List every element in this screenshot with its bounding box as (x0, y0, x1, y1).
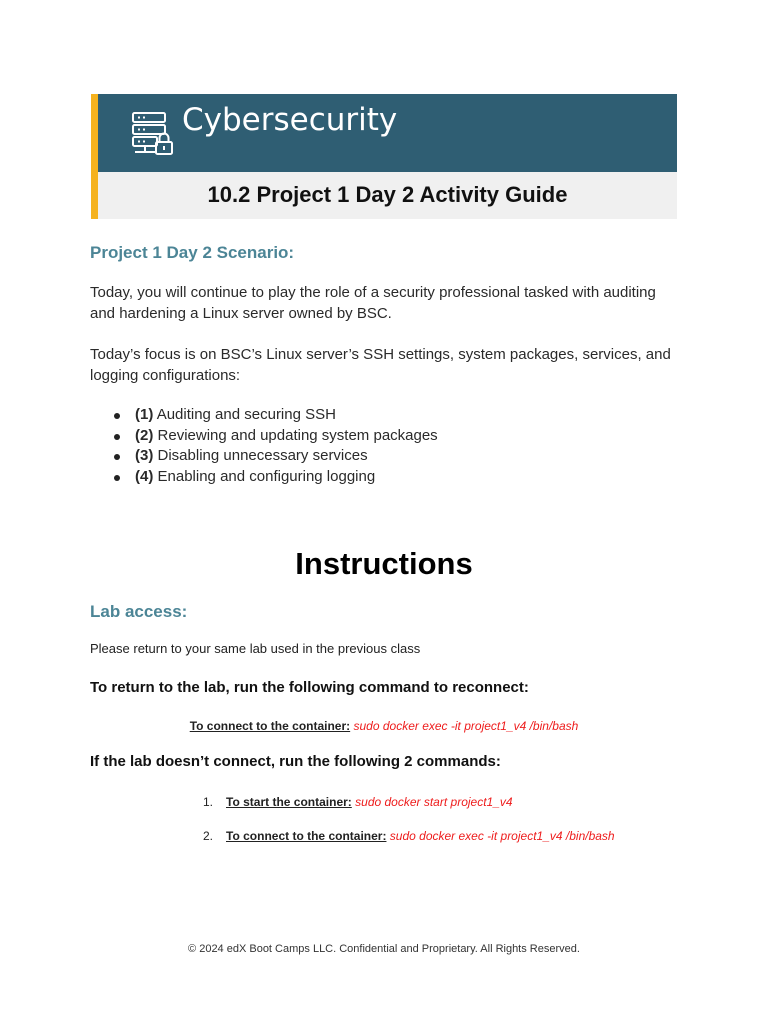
reconnect-heading: To return to the lab, run the following command to reconnect: (90, 679, 529, 696)
scenario-heading: Project 1 Day 2 Scenario: (90, 243, 295, 262)
list-item (90, 405, 438, 426)
step-command[interactable]: sudo docker exec -it project1_v4 /bin/bash (389, 829, 615, 843)
scenario-paragraph-1: Today, you will continue to play the role of a security professional tasked with auditing and hardening a Linux server owned by BSC. (90, 284, 656, 322)
scenario-paragraph-2: Today’s focus is on BSC’s Linux server’s SSH settings, system packages, services, and logging configurations: (90, 346, 671, 384)
bullet-dot (114, 434, 120, 440)
copyright-footer: © 2024 edX Boot Camps LLC. Confidential and Proprietary. All Rights Reserved. (188, 943, 580, 955)
lab-access-heading: Lab access: (90, 602, 188, 621)
item-text: Enabling and configuring logging (157, 467, 376, 485)
fallback-heading: If the lab doesn’t connect, run the following 2 commands: (90, 753, 501, 770)
item-number: (4) (135, 467, 154, 485)
bullet-dot (114, 413, 120, 419)
item-text: Auditing and securing SSH (156, 406, 336, 423)
item-number: (1) (135, 406, 154, 423)
task-list (90, 405, 438, 487)
step-label: To connect to the container: (226, 829, 387, 843)
server-lock-icon (131, 110, 177, 156)
step-label: To start the container: (226, 795, 352, 809)
bullet-dot (114, 454, 120, 460)
step-1 (203, 795, 513, 809)
step-number: 1. (203, 795, 214, 809)
brand-name: Cybersecurity (182, 102, 398, 138)
lab-access-text: Please return to your same lab used in the previous class (90, 641, 421, 656)
header-banner (91, 94, 677, 219)
item-text: Disabling unnecessary services (157, 447, 368, 465)
instructions-heading: Instructions (295, 546, 473, 581)
list-item (90, 446, 438, 467)
step-2 (203, 829, 615, 843)
banner-brand-bar (98, 94, 677, 172)
item-text: Reviewing and updating system packages (157, 426, 438, 444)
list-item (90, 467, 438, 488)
banner-accent-bar (91, 94, 98, 219)
connect-command[interactable]: sudo docker exec -it project1_v4 /bin/bash (353, 719, 579, 733)
connect-command-line (0, 719, 768, 733)
document-title: 10.2 Project 1 Day 2 Activity Guide (207, 182, 568, 207)
item-number: (3) (135, 447, 154, 465)
item-number: (2) (135, 426, 154, 444)
title-bar (98, 172, 677, 219)
step-command[interactable]: sudo docker start project1_v4 (355, 795, 513, 809)
step-number: 2. (203, 829, 214, 843)
connect-label: To connect to the container: (189, 719, 351, 733)
bullet-dot (114, 475, 120, 481)
list-item (90, 426, 438, 447)
